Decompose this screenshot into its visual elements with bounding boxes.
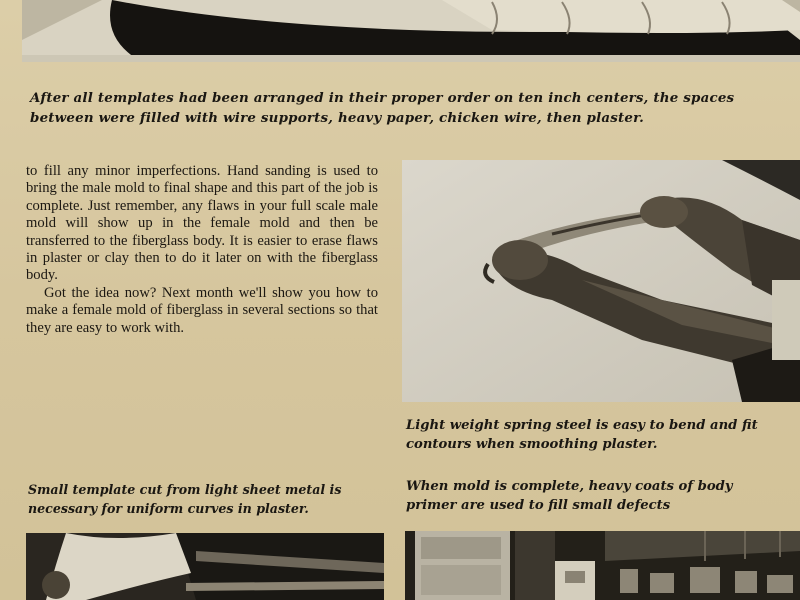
caption-top: After all templates had been arranged in their proper order on ten inch centers, the spaces between were filled with wire supports, heavy paper, chicken wire, then plaster. xyxy=(30,90,735,126)
article-body xyxy=(26,163,378,337)
body-paragraph-1: to fill any minor imperfections. Hand sanding is used to bring the male mold to final shape and this part of the job is complete. Just remember, any flaws in your full scale male mold will show up in the female mold and then be transferred to the fiberglass body. It is easier to erase flaws in plaster or clay then to do it later on with the fiberglass body. xyxy=(26,163,378,284)
template-cutting-photo xyxy=(26,533,384,600)
hands-bending-spring-steel-photo xyxy=(402,160,800,402)
caption-small-template: Small template cut from light sheet metal is necessary for uniform curves in plaster. xyxy=(28,482,342,516)
workshop-photo xyxy=(405,531,800,600)
body-paragraph-2: Got the idea now? Next month we'll show you how to make a female mold of fiberglass in several sections so that they are easy to work with. xyxy=(26,284,378,336)
caption-spring-steel: Light weight spring steel is easy to bend and fit contours when smoothing plaster. xyxy=(406,418,758,452)
car-mold-photo xyxy=(22,0,800,62)
caption-primer: When mold is complete, heavy coats of body primer are used to fill small defects xyxy=(406,479,733,513)
